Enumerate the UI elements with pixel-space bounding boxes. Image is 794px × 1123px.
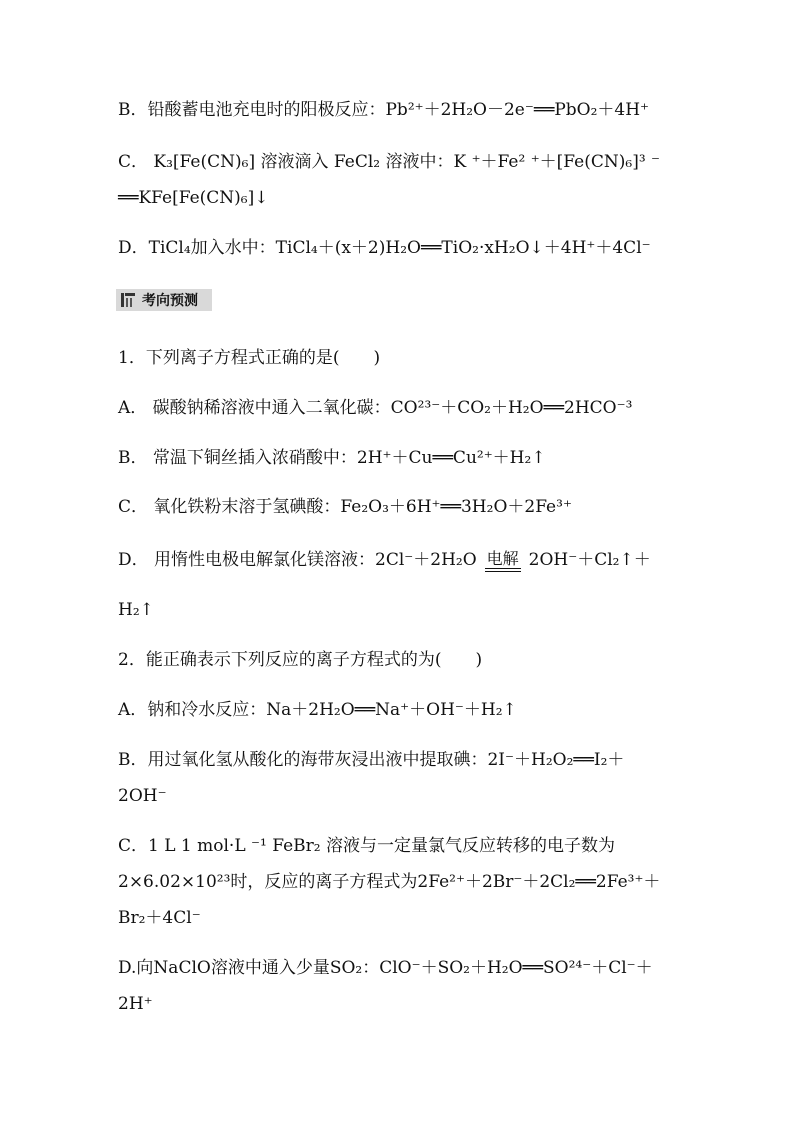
section-marker-icon xyxy=(120,292,136,308)
q2-option-c-line1: C．1 L 1 mol·L ⁻¹ FeBr₂ 溶液与一定量氯气反应转移的电子数为 xyxy=(118,836,615,856)
prev-option-b: B．铅酸蓄电池充电时的阳极反应：Pb²⁺＋2H₂O－2e⁻══PbO₂＋4H⁺ xyxy=(118,100,650,120)
prev-option-c-line1: C． K₃[Fe(CN)₆] 溶液滴入 FeCl₂ 溶液中：K ⁺＋Fe² ⁺＋[Fe(CN)₆]³ ⁻ xyxy=(118,152,661,172)
q2-option-c-line2: 2×6.02×10²³时，反应的离子方程式为2Fe²⁺＋2Br⁻＋2Cl₂══2Fe³⁺＋ xyxy=(118,872,661,892)
equals-bar xyxy=(485,568,521,572)
electrolysis-condition xyxy=(485,550,521,572)
q1-option-d-left: D． 用惰性电极电解氯化镁溶液：2Cl⁻＋2H₂O xyxy=(118,550,477,570)
q1-option-d-right: 2OH⁻＋Cl₂↑＋ xyxy=(528,550,651,570)
q2-option-b-line1: B．用过氧化氢从酸化的海带灰浸出液中提取碘：2I⁻＋H₂O₂══I₂＋ xyxy=(118,750,625,770)
q2-option-d-line2: 2H⁺ xyxy=(118,994,153,1014)
q1-stem: 1．下列离子方程式正确的是( ) xyxy=(118,348,381,368)
section-title: 考向预测 xyxy=(142,293,198,309)
q1-option-d-line2: H₂↑ xyxy=(118,600,154,620)
q1-option-b: B． 常温下铜丝插入浓硝酸中：2H⁺＋Cu══Cu²⁺＋H₂↑ xyxy=(118,448,546,468)
q2-option-b-line2: 2OH⁻ xyxy=(118,786,167,806)
q2-option-d-line1: D.向NaClO溶液中通入少量SO₂：ClO⁻＋SO₂＋H₂O══SO²⁴⁻＋Cl⁻＋ xyxy=(118,958,653,978)
q2-stem: 2．能正确表示下列反应的离子方程式的为( ) xyxy=(118,650,483,670)
condition-label: 电解 xyxy=(486,548,519,568)
q2-option-c-line3: Br₂＋4Cl⁻ xyxy=(118,908,201,928)
q1-option-a: A． 碳酸钠稀溶液中通入二氧化碳：CO²³⁻＋CO₂＋H₂O══2HCO⁻³ xyxy=(118,398,633,418)
prev-option-d: D．TiCl₄加入水中：TiCl₄＋(x＋2)H₂O══TiO₂·xH₂O↓＋4H⁺＋4Cl⁻ xyxy=(118,238,651,258)
q1-option-c: C． 氧化铁粉末溶于氢碘酸：Fe₂O₃＋6H⁺══3H₂O＋2Fe³⁺ xyxy=(118,497,572,517)
q2-option-a: A．钠和冷水反应：Na＋2H₂O══Na⁺＋OH⁻＋H₂↑ xyxy=(118,700,517,720)
prev-option-c-line2: ══KFe[Fe(CN)₆]↓ xyxy=(118,188,269,208)
section-header xyxy=(116,289,212,311)
q1-option-d-line1 xyxy=(118,548,688,572)
